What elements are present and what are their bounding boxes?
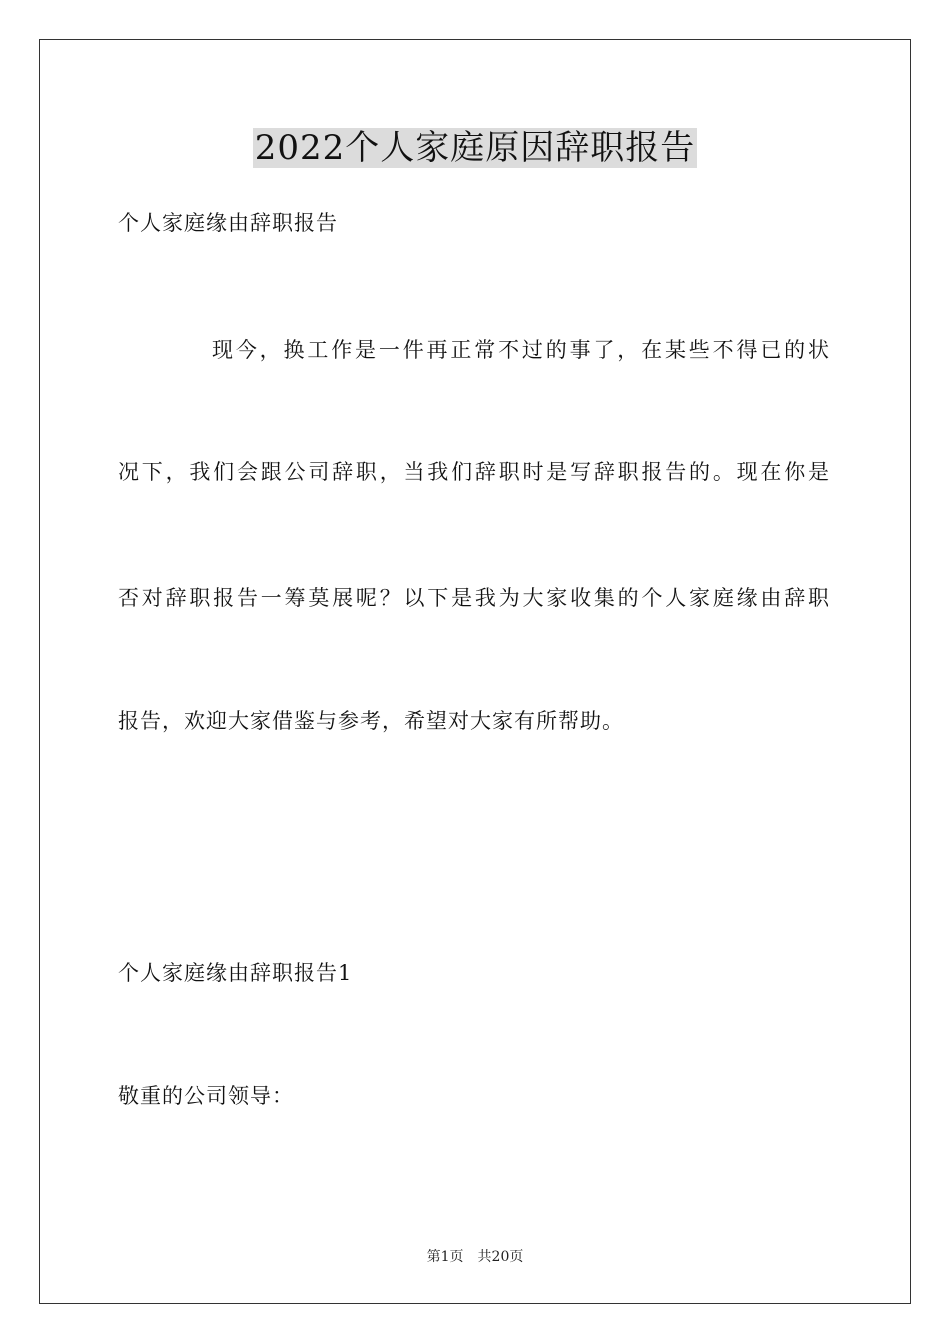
salutation: 敬重的公司领导： — [118, 1084, 294, 1108]
intro-paragraph-line-1: 现今，换工作是一件再正常不过的事了，在某些不得已的状 — [212, 338, 830, 362]
page-number-footer: 第1页 共20页 — [426, 1249, 524, 1265]
intro-paragraph-line-3: 否对辞职报告一筹莫展呢？以下是我为大家收集的个人家庭缘由辞职 — [118, 586, 830, 610]
document-title — [0, 126, 950, 170]
intro-paragraph-line-4: 报告，欢迎大家借鉴与参考，希望对大家有所帮助。 — [118, 709, 624, 733]
section-heading: 个人家庭缘由辞职报告1 — [118, 961, 353, 985]
document-title-text: 2022个人家庭原因辞职报告 — [254, 128, 696, 168]
document-subtitle: 个人家庭缘由辞职报告 — [118, 211, 338, 235]
intro-paragraph-line-2: 况下，我们会跟公司辞职，当我们辞职时是写辞职报告的。现在你是 — [118, 460, 830, 484]
